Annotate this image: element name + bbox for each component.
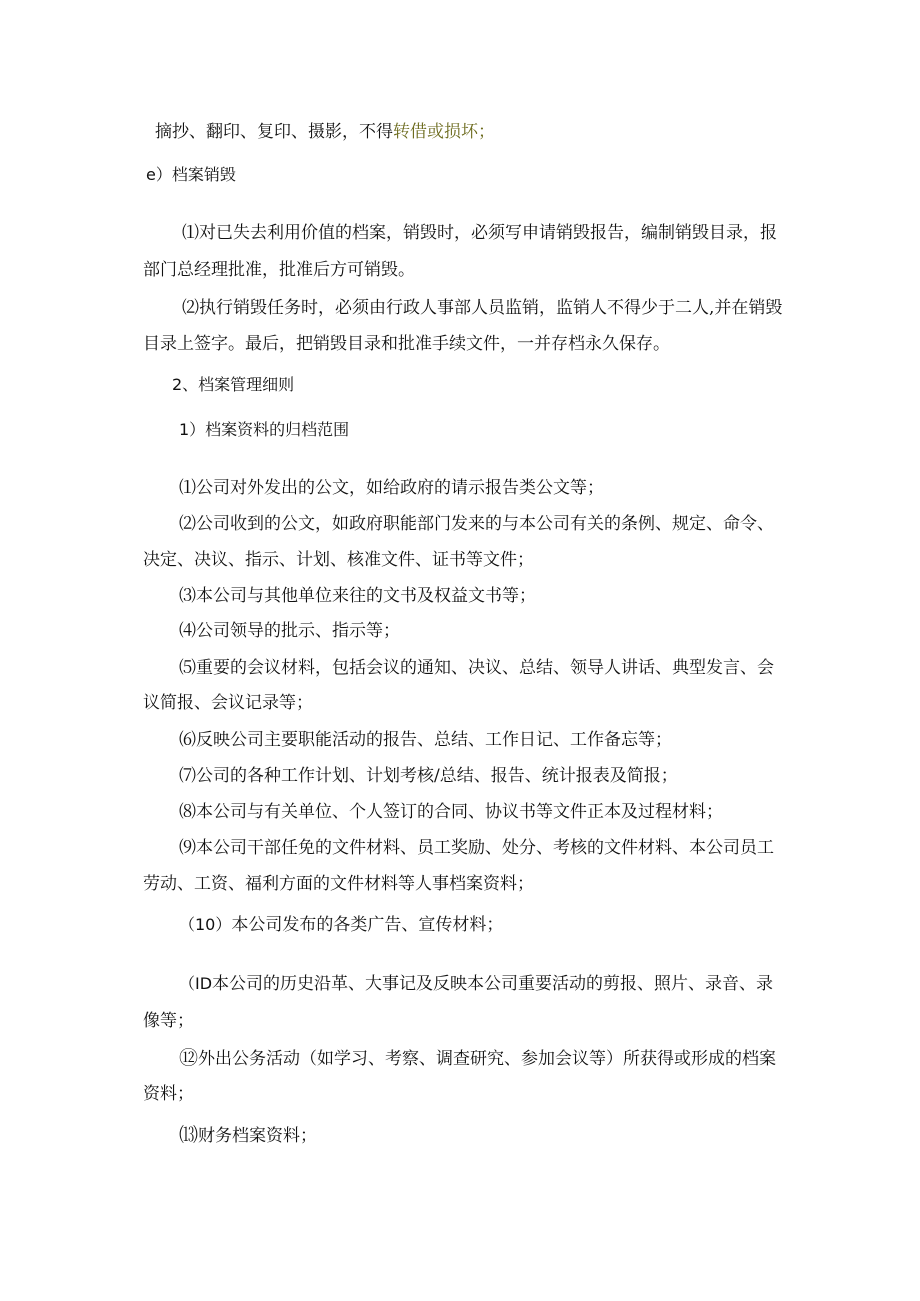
paragraph-line: ⑴对已失去利用价值的档案，销毁时，必须写申请销毁报告，编制销毁目录，报 [182, 223, 777, 243]
list-text: 本公司发布的各类广告、宣传材料； [231, 915, 504, 935]
subsection-heading: 1）档案资料的归档范围 [179, 420, 350, 439]
list-item: ⑸重要的会议材料，包括会议的通知、决议、总结、领导人讲话、典型发言、会 [179, 658, 774, 678]
paragraph-line: 目录上签字。最后，把销毁目录和批准手续文件，一并存档永久保存。 [143, 334, 670, 354]
list-number: （10） [179, 915, 232, 934]
list-item-continuation: 议简报、会议记录等； [143, 693, 313, 713]
list-number: （ID [179, 974, 213, 993]
list-item: ⑷公司领导的批示、指示等； [179, 621, 400, 641]
section-heading-2: 2、档案管理细则 [172, 375, 295, 394]
list-item: ⑺公司的各种工作计划、计划考核/总结、报告、统计报表及简报； [179, 766, 678, 786]
list-number: ⑫ [179, 1047, 199, 1069]
list-item [179, 1047, 776, 1070]
list-item-continuation: 资料； [143, 1084, 194, 1104]
paragraph-line: ⑵执行销毁任务时，必须由行政人事部人员监销，监销人不得少于二人,并在销毁 [182, 298, 783, 318]
list-item: ⑶本公司与其他单位来往的文书及权益文书等； [179, 586, 536, 606]
list-number: ⒀ [179, 1124, 199, 1146]
list-item-continuation: 像等； [143, 1011, 194, 1031]
list-item: ⑻本公司与有关单位、个人签订的合同、协议书等文件正本及过程材料； [179, 802, 723, 822]
list-item-continuation: 决定、决议、指示、计划、核准文件、证书等文件； [143, 550, 534, 570]
list-item: ⑼本公司干部任免的文件材料、员工奖励、处分、考核的文件材料、本公司员工 [179, 838, 774, 858]
list-text: 本公司的历史沿革、大事记及反映本公司重要活动的剪报、照片、录音、录 [212, 974, 774, 994]
list-item-continuation: 劳动、工资、福利方面的文件材料等人事档案资料； [143, 874, 534, 894]
list-item [179, 973, 773, 995]
list-item: ⑹反映公司主要职能活动的报告、总结、工作日记、工作备忘等； [179, 730, 672, 750]
highlighted-text: 转借或损坏； [393, 122, 495, 142]
paragraph-line: 部门总经理批准，批准后方可销毁。 [143, 260, 415, 280]
list-item [179, 1124, 317, 1147]
list-text: 外出公务活动（如学习、考察、调查研究、参加会议等）所获得或形成的档案 [198, 1049, 777, 1069]
list-item: ⑵公司收到的公文，如政府职能部门发来的与本公司有关的条例、规定、命令、 [179, 514, 774, 534]
text-segment: 摘抄、翻印、复印、摄影，不得 [155, 122, 393, 142]
list-item: ⑴公司对外发出的公文，如给政府的请示报告类公文等； [179, 478, 604, 498]
section-heading-e: e）档案销毁 [146, 165, 236, 184]
list-item [179, 914, 503, 936]
list-text: 财务档案资料； [198, 1126, 318, 1146]
text-line [155, 121, 495, 143]
